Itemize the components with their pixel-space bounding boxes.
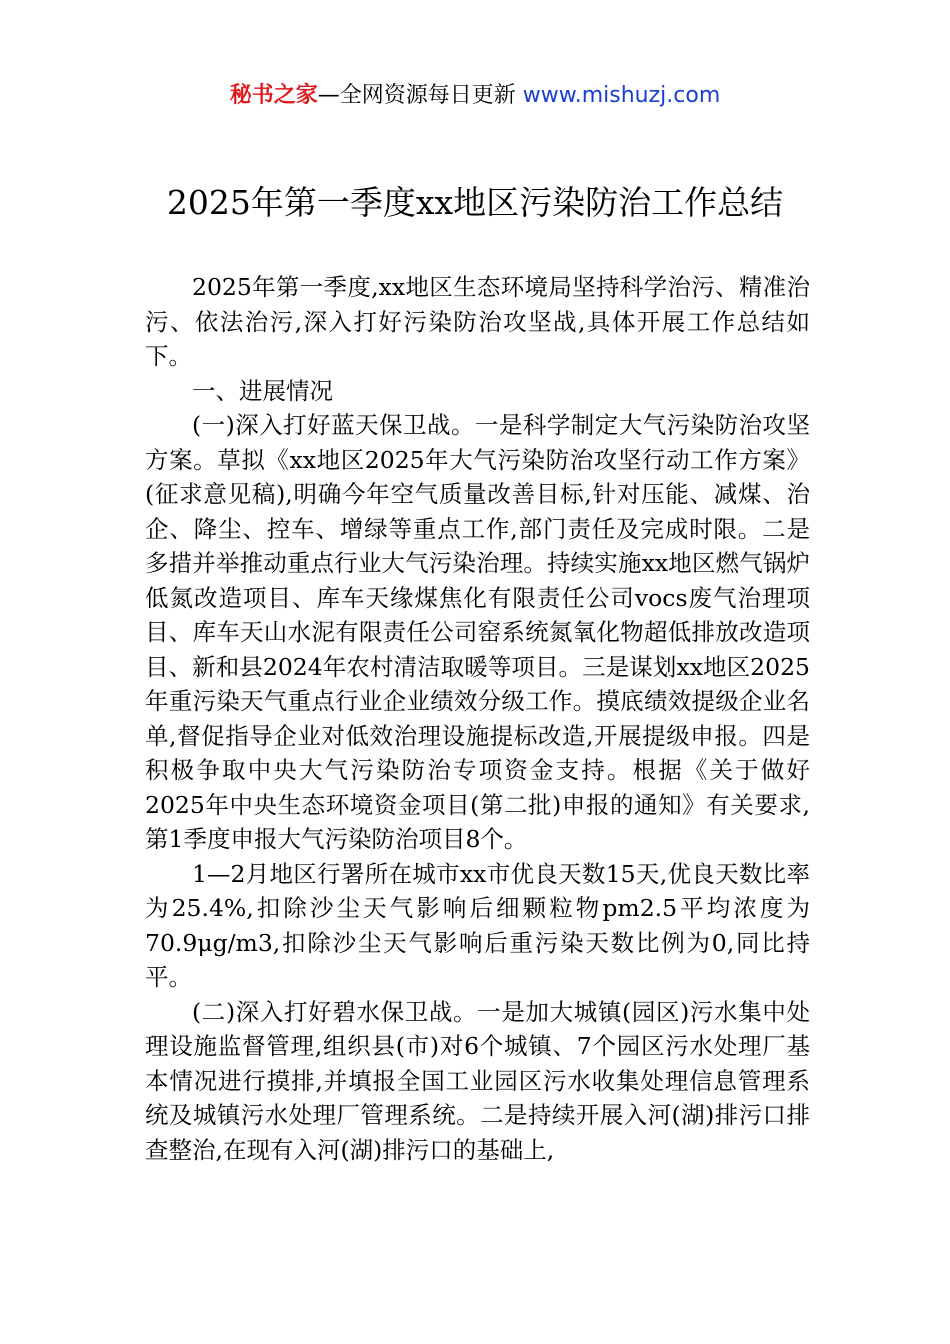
section-heading: 一、进展情况 [192, 376, 333, 405]
document-body [145, 270, 810, 1167]
header-tagline: —全网资源每日更新 [317, 83, 516, 108]
intro-paragraph: 2025年第一季度,xx地区生态环境局坚持科学治污、精准治污、依法治污,深入打好污染防治攻坚战,具体开展工作总结如下。 [145, 273, 810, 370]
brand-name: 秘书之家 [229, 83, 318, 108]
document-title: 2025年第一季度xx地区污染防治工作总结 [166, 183, 784, 222]
body-paragraph: 1—2月地区行署所在城市xx市优良天数15天,优良天数比率为25.4%,扣除沙尘天气影响后细颗粒物pm2.5平均浓度为70.9μg/m3,扣除沙尘天气影响后重污染天数比例为0,同比持平。 [145, 859, 810, 991]
site-url-link[interactable]: www.mishuzj.com [522, 83, 721, 108]
site-header [0, 80, 950, 112]
body-paragraph: (二)深入打好碧水保卫战。一是加大城镇(园区)污水集中处理设施监督管理,组织县(市)对6个城镇、7个园区污水处理厂基本情况进行摸排,并填报全国工业园区污水收集处理信息管理系统及城镇污水处理厂管理系统。二是持续开展入河(湖)排污口排查整治,在现有入河(湖)排污口的基础上, [145, 997, 810, 1164]
body-paragraph: (一)深入打好蓝天保卫战。一是科学制定大气污染防治攻坚方案。草拟《xx地区2025年大气污染防治攻坚行动工作方案》(征求意见稿),明确今年空气质量改善目标,针对压能、减煤、治企、降尘、控车、增绿等重点工作,部门责任及完成时限。二是多措并举推动重点行业大气污染治理。持续实施xx地区燃气锅炉低氮改造项目、库车天缘煤焦化有限责任公司vocs废气治理项目、库车天山水泥有限责任公司窑系统氮氧化物超低排放改造项目、新和县2024年农村清洁取暖等项目。三是谋划xx地区2025年重污染天气重点行业企业绩效分级工作。摸底绩效提级企业名单,督促指导企业对低效治理设施提标改造,开展提级申报。四是积极争取中央大气污染防治专项资金支持。根据《关于做好2025年中央生态环境资金项目(第二批)申报的通知》有关要求,第1季度申报大气污染防治项目8个。 [145, 411, 810, 853]
